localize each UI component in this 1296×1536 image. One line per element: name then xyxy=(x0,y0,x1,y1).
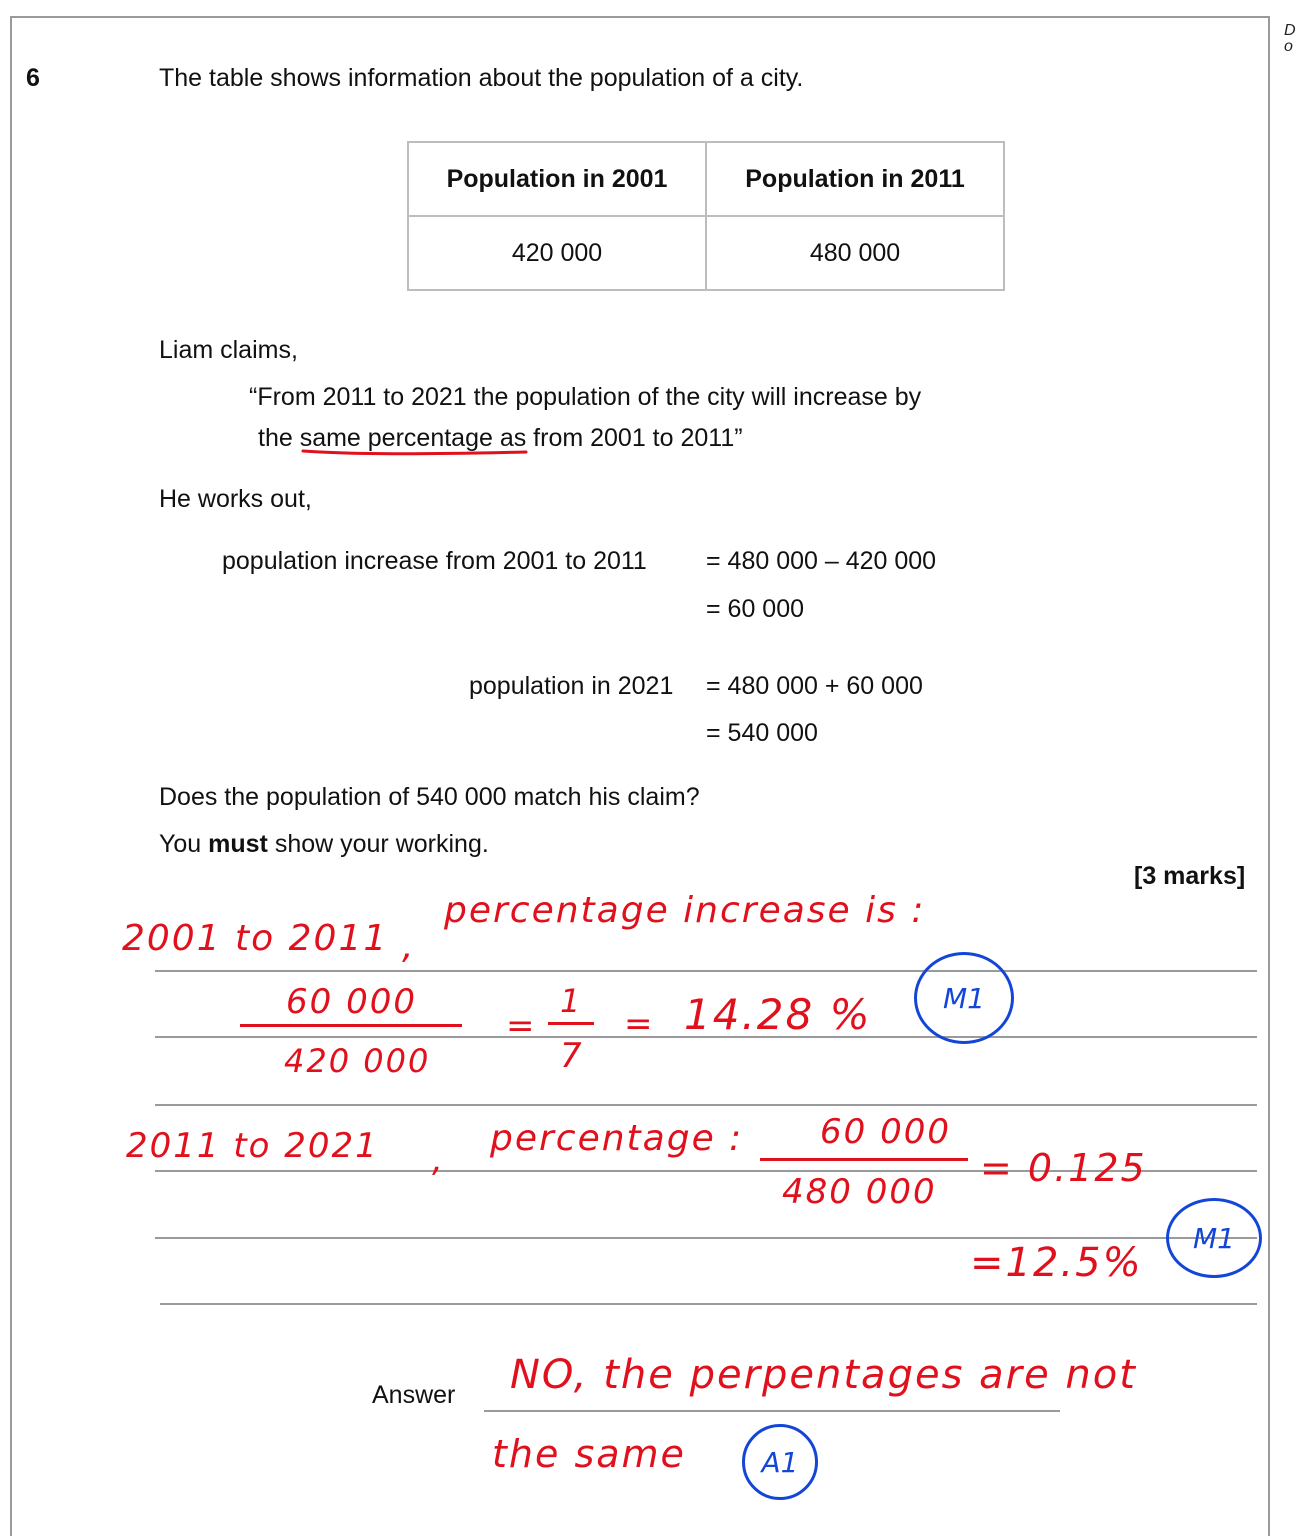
working-eq-1: = 480 000 – 420 000 xyxy=(706,547,937,575)
hw-2011-to-2021: 2011 to 2021 xyxy=(126,1126,379,1166)
claim-lead: Liam claims, xyxy=(159,336,298,364)
answer-label: Answer xyxy=(372,1381,456,1409)
table-header-2001: Population in 2001 xyxy=(408,142,706,216)
question-number: 6 xyxy=(26,64,40,92)
must-post: show your working. xyxy=(267,830,489,858)
works-lead: He works out, xyxy=(159,485,312,513)
hw-frac1-numerator: 60 000 xyxy=(286,982,417,1022)
hw-frac3-bar xyxy=(760,1158,968,1161)
hw-frac1-bar xyxy=(240,1024,462,1027)
hw-equals-1: = xyxy=(506,1006,537,1046)
hw-percentage-increase: percentage increase is : xyxy=(444,890,926,931)
question-ask: Does the population of 540 000 match his claim? xyxy=(159,783,700,811)
hw-frac3-denominator: 480 000 xyxy=(782,1172,937,1212)
population-table xyxy=(407,141,1005,291)
claim-line-1: “From 2011 to 2021 the population of the city will increase by xyxy=(249,383,922,411)
working-label-increase: population increase from 2001 to 2011 xyxy=(222,547,647,575)
must-show-working xyxy=(159,830,489,859)
mark-circle-a1 xyxy=(742,1424,818,1500)
hw-decimal-0-125: = 0.125 xyxy=(980,1146,1147,1190)
claim-line-2-pre: the xyxy=(258,424,300,452)
hw-percentage-label: percentage : xyxy=(490,1118,744,1159)
hw-comma-2: , xyxy=(432,1140,445,1180)
hw-frac2-denominator: 7 xyxy=(560,1036,584,1076)
hw-comma-1: , xyxy=(402,926,416,967)
hw-equals-2: = xyxy=(624,1004,655,1044)
mark-circle-m1-first xyxy=(914,952,1014,1044)
table-header-2011: Population in 2011 xyxy=(706,142,1004,216)
question-intro: The table shows information about the population of a city. xyxy=(159,64,804,92)
red-underline xyxy=(300,444,530,458)
hw-frac1-denominator: 420 000 xyxy=(284,1042,431,1080)
mark-a1: A1 xyxy=(761,1445,799,1479)
hw-answer-line-2: the same xyxy=(492,1432,686,1476)
working-eq-3: = 480 000 + 60 000 xyxy=(706,672,923,700)
claim-line-2-post: as from 2001 to 2011” xyxy=(499,424,743,452)
must-pre: You xyxy=(159,830,209,858)
hw-answer-line-1: NO, the perpentages are not xyxy=(510,1352,1137,1398)
margin-note-top: D xyxy=(1284,22,1296,39)
mark-m1-second: M1 xyxy=(1193,1221,1235,1255)
claim-underlined-phrase: same percentage xyxy=(299,424,500,452)
hw-2001-to-2011: 2001 to 2011 xyxy=(122,918,389,959)
hw-pct-12-5: =12.5% xyxy=(970,1240,1143,1286)
must-bold: must xyxy=(208,830,268,858)
margin-note-bottom: o xyxy=(1284,38,1293,55)
mark-m1-first: M1 xyxy=(943,981,985,1015)
working-eq-2: = 60 000 xyxy=(706,595,805,623)
working-label-2021: population in 2021 xyxy=(469,672,674,700)
table-value-2001: 420 000 xyxy=(408,216,706,290)
answer-final-rule xyxy=(484,1410,1060,1412)
marks-label: [3 marks] xyxy=(1134,862,1246,890)
hw-pct-14-28: 14.28 % xyxy=(684,990,872,1039)
hw-frac2-numerator: 1 xyxy=(560,982,583,1020)
table-value-2011: 480 000 xyxy=(706,216,1004,290)
mark-circle-m1-second xyxy=(1166,1198,1262,1278)
answer-rule-1 xyxy=(155,970,1257,972)
working-eq-4: = 540 000 xyxy=(706,719,818,747)
hw-frac2-bar xyxy=(548,1022,594,1025)
answer-rule-6 xyxy=(160,1303,1257,1305)
hw-frac3-numerator: 60 000 xyxy=(820,1112,951,1152)
answer-rule-5 xyxy=(155,1237,1257,1239)
answer-rule-3 xyxy=(155,1104,1257,1106)
